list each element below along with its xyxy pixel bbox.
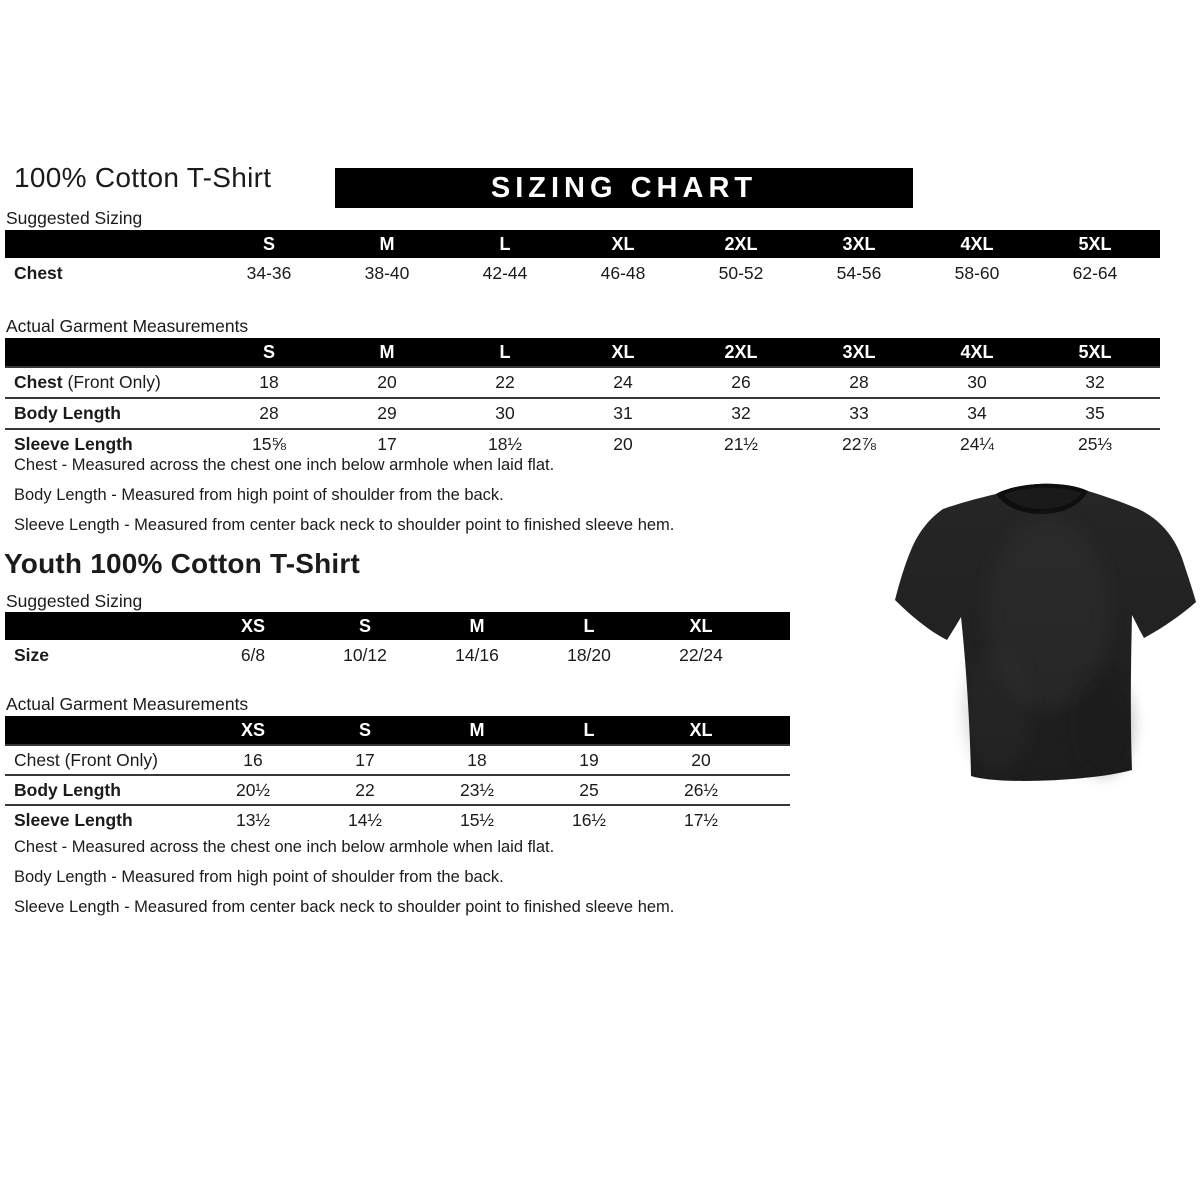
size-col-header: 5XL bbox=[1078, 233, 1112, 254]
table-cell: 62-64 bbox=[1072, 263, 1118, 283]
table-cell: 30 bbox=[967, 372, 987, 392]
table-cell: 34-36 bbox=[246, 263, 292, 283]
size-col-header: XL bbox=[611, 341, 635, 362]
size-col-header: 4XL bbox=[960, 341, 994, 362]
adult-suggested-sizing-table bbox=[5, 230, 1160, 289]
table-cell: 58-60 bbox=[954, 263, 1000, 283]
sizing-chart-banner bbox=[335, 168, 913, 208]
size-col-header: 5XL bbox=[1078, 341, 1112, 362]
table-cell: 20 bbox=[613, 434, 633, 454]
size-col-header: 2XL bbox=[724, 341, 758, 362]
note-line: Chest - Measured across the chest one inch below armhole when laid flat. bbox=[14, 838, 555, 856]
size-col-header: XL bbox=[611, 233, 635, 254]
table-cell: 25⅓ bbox=[1077, 434, 1113, 454]
table-row bbox=[5, 744, 790, 774]
adult-suggested-header-row bbox=[5, 230, 1160, 258]
table-row bbox=[5, 640, 790, 671]
table-cell: 16½ bbox=[571, 809, 607, 830]
table-cell: 10/12 bbox=[343, 645, 387, 665]
table-cell: 15⅝ bbox=[251, 434, 287, 454]
row-label-suffix: (Front Only) bbox=[62, 372, 161, 392]
table-cell: 34 bbox=[967, 403, 987, 423]
table-cell: 14½ bbox=[347, 809, 383, 830]
adult-actual-measurements-table bbox=[5, 338, 1160, 459]
row-label: Chest bbox=[14, 263, 63, 283]
size-col-header: XL bbox=[689, 719, 713, 740]
table-cell: 25 bbox=[579, 779, 599, 800]
row-label: Size bbox=[14, 645, 50, 665]
size-col-header: L bbox=[499, 233, 511, 254]
size-col-header: XS bbox=[240, 719, 265, 740]
table-cell: 42-44 bbox=[482, 263, 528, 283]
table-cell: 24¼ bbox=[959, 434, 995, 454]
sizing-chart-banner-label: SIZING CHART bbox=[490, 171, 758, 204]
table-cell: 20½ bbox=[235, 779, 271, 800]
table-cell: 22 bbox=[355, 779, 375, 800]
table-cell: 54-56 bbox=[836, 263, 882, 283]
row-label: Body Length bbox=[14, 779, 121, 800]
table-cell: 22/24 bbox=[679, 645, 723, 665]
table-cell: 29 bbox=[377, 403, 397, 423]
size-col-header: M bbox=[379, 233, 395, 254]
youth-suggested-header-row bbox=[5, 612, 790, 640]
note-line: Body Length - Measured from high point of shoulder from the back. bbox=[14, 486, 504, 504]
note-line: Chest - Measured across the chest one inch below armhole when laid flat. bbox=[14, 456, 555, 474]
note-line: Sleeve Length - Measured from center back neck to shoulder point to finished sleeve hem. bbox=[14, 898, 675, 916]
table-cell: 28 bbox=[849, 372, 869, 392]
table-cell: 18 bbox=[259, 372, 279, 392]
table-cell: 22 bbox=[495, 372, 515, 392]
table-cell: 38-40 bbox=[364, 263, 410, 283]
row-label: Sleeve Length bbox=[14, 434, 133, 454]
table-cell: 33 bbox=[849, 403, 869, 423]
size-col-header: XL bbox=[689, 615, 713, 636]
adult-section-title: 100% Cotton T-Shirt bbox=[14, 162, 272, 193]
table-cell: 18½ bbox=[487, 434, 523, 454]
table-cell: 21½ bbox=[723, 434, 759, 454]
size-col-header: 2XL bbox=[724, 233, 758, 254]
size-col-header: S bbox=[358, 719, 371, 740]
table-cell: 20 bbox=[377, 372, 397, 392]
row-label: Chest bbox=[14, 372, 63, 392]
table-cell: 17½ bbox=[683, 809, 719, 830]
black-tshirt-image bbox=[878, 464, 1200, 804]
table-cell: 6/8 bbox=[240, 645, 266, 665]
size-col-header: M bbox=[469, 615, 485, 636]
size-col-header: M bbox=[379, 341, 395, 362]
size-col-header: 4XL bbox=[960, 233, 994, 254]
adult-measurement-notes bbox=[14, 456, 674, 546]
size-col-header: L bbox=[499, 341, 511, 362]
table-cell: 17 bbox=[377, 434, 397, 454]
table-row bbox=[5, 366, 1160, 397]
youth-measurement-notes bbox=[14, 838, 674, 928]
table-row bbox=[5, 804, 790, 834]
size-col-header: M bbox=[469, 719, 485, 740]
size-col-header: XS bbox=[240, 615, 265, 636]
size-col-header: S bbox=[262, 341, 275, 362]
table-cell: 46-48 bbox=[600, 263, 646, 283]
table-cell: 20 bbox=[691, 749, 711, 770]
row-label: Sleeve Length bbox=[14, 809, 133, 830]
table-cell: 35 bbox=[1085, 403, 1105, 423]
table-cell: 31 bbox=[613, 403, 633, 423]
size-col-header: 3XL bbox=[842, 341, 876, 362]
table-cell: 24 bbox=[613, 372, 633, 392]
table-cell: 15½ bbox=[459, 809, 495, 830]
youth-actual-measurements-table bbox=[5, 716, 790, 834]
size-col-header: L bbox=[583, 719, 595, 740]
youth-actual-header-row bbox=[5, 716, 790, 744]
table-cell: 19 bbox=[579, 749, 599, 770]
table-cell: 16 bbox=[243, 749, 263, 770]
table-cell: 22⅞ bbox=[841, 434, 877, 454]
table-row bbox=[5, 397, 1160, 428]
table-cell: 50-52 bbox=[718, 263, 764, 283]
table-cell: 26 bbox=[731, 372, 751, 392]
youth-actual-measurements-label: Actual Garment Measurements bbox=[6, 694, 249, 714]
row-label-suffix: Chest (Front Only) bbox=[14, 749, 158, 770]
table-cell: 32 bbox=[1085, 372, 1105, 392]
table-cell: 30 bbox=[495, 403, 515, 423]
youth-suggested-sizing-table bbox=[5, 612, 790, 671]
table-cell: 18/20 bbox=[567, 645, 611, 665]
table-row bbox=[5, 258, 1160, 289]
table-cell: 28 bbox=[259, 403, 279, 423]
table-cell: 14/16 bbox=[455, 645, 499, 665]
table-row bbox=[5, 774, 790, 804]
adult-actual-measurements-label: Actual Garment Measurements bbox=[6, 316, 249, 336]
note-line: Body Length - Measured from high point of shoulder from the back. bbox=[14, 868, 504, 886]
adult-actual-header-row bbox=[5, 338, 1160, 366]
table-cell: 18 bbox=[467, 749, 487, 770]
youth-section-title: Youth 100% Cotton T-Shirt bbox=[4, 548, 361, 579]
youth-suggested-sizing-label: Suggested Sizing bbox=[6, 591, 143, 611]
size-col-header: 3XL bbox=[842, 233, 876, 254]
table-cell: 13½ bbox=[235, 809, 271, 830]
size-col-header: L bbox=[583, 615, 595, 636]
adult-suggested-sizing-label: Suggested Sizing bbox=[6, 208, 143, 228]
table-cell: 26½ bbox=[683, 779, 719, 800]
row-label: Body Length bbox=[14, 403, 121, 423]
table-cell: 32 bbox=[731, 403, 751, 423]
table-cell: 17 bbox=[355, 749, 375, 770]
table-row bbox=[5, 428, 1160, 459]
note-line: Sleeve Length - Measured from center back neck to shoulder point to finished sleeve hem. bbox=[14, 516, 675, 534]
size-col-header: S bbox=[358, 615, 371, 636]
size-col-header: S bbox=[262, 233, 275, 254]
table-cell: 23½ bbox=[459, 779, 495, 800]
